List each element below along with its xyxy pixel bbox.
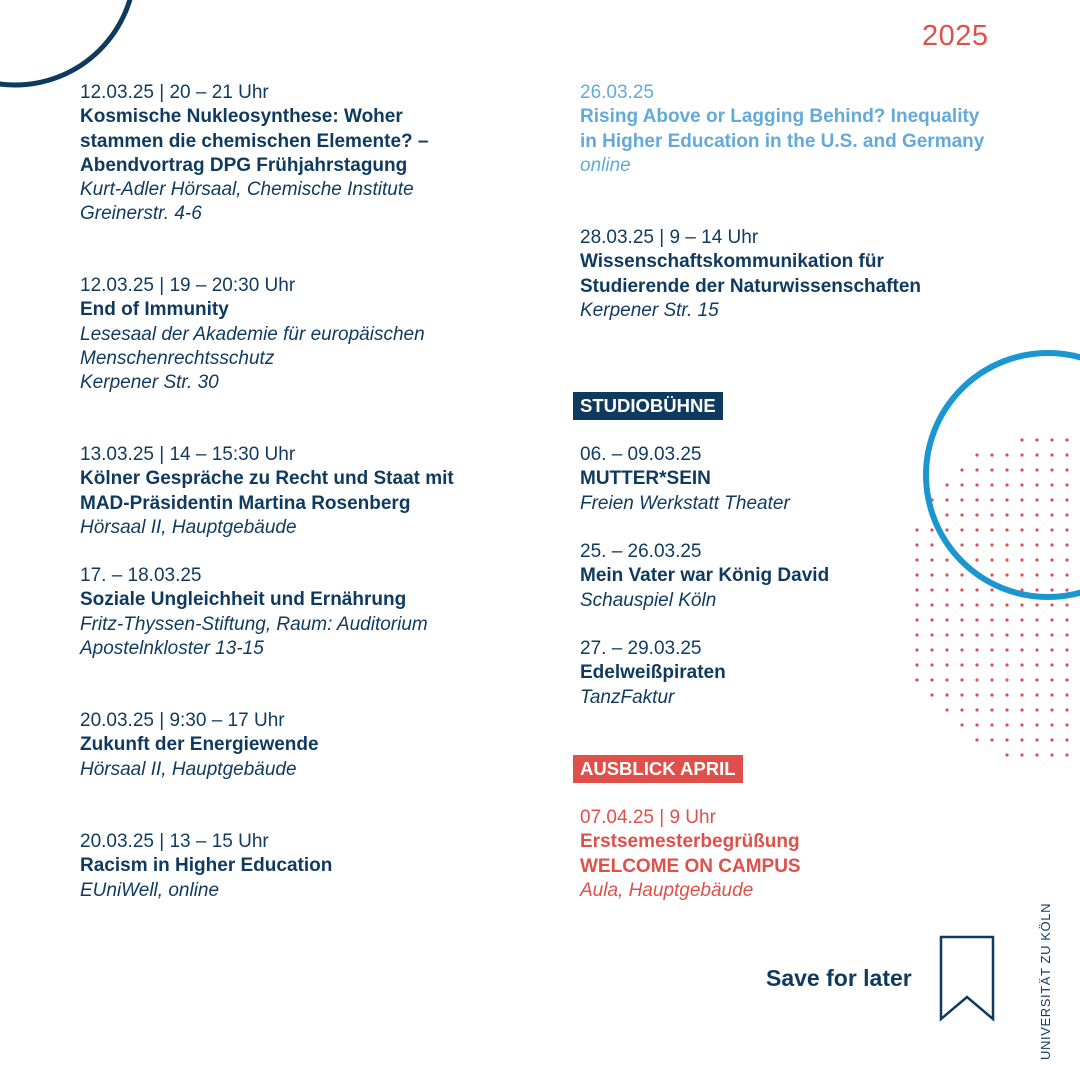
- event-date: 27. – 29.03.25: [580, 638, 702, 659]
- event-title: Mein Vater war König David: [580, 565, 830, 587]
- event-date: 25. – 26.03.25: [580, 541, 702, 562]
- event-right-1: [580, 81, 984, 178]
- event-date: 17. – 18.03.25: [80, 565, 202, 586]
- event-left-2: [80, 274, 425, 395]
- event-date: 26.03.25: [580, 82, 654, 103]
- event-left-4: [80, 564, 428, 661]
- studio-event-3: [580, 637, 726, 710]
- event-title: Zukunft der Energiewende: [80, 734, 319, 756]
- top-left-ring: [0, 0, 135, 85]
- event-location: Hörsaal II, Hauptgebäude: [80, 516, 297, 538]
- event-location: Greinerstr. 4-6: [80, 203, 202, 225]
- year-label: 2025: [922, 20, 989, 52]
- event-date: 06. – 09.03.25: [580, 444, 702, 465]
- event-location: Kerpener Str. 30: [80, 372, 219, 394]
- event-title: MUTTER*SEIN: [580, 468, 711, 490]
- event-title: Racism in Higher Education: [80, 855, 333, 877]
- event-title: Edelweißpiraten: [580, 662, 726, 684]
- event-title: stammen die chemischen Elemente? –: [80, 130, 429, 152]
- event-location: Kerpener Str. 15: [580, 299, 719, 321]
- event-location: EUniWell, online: [80, 879, 220, 901]
- event-date: 13.03.25 | 14 – 15:30 Uhr: [80, 444, 296, 465]
- event-title: End of Immunity: [80, 299, 229, 321]
- event-location: Menschenrechtsschutz: [80, 347, 275, 369]
- event-location: Hörsaal II, Hauptgebäude: [80, 758, 297, 780]
- event-date: 12.03.25 | 20 – 21 Uhr: [80, 82, 269, 103]
- event-title: in Higher Education in the U.S. and Germany: [580, 130, 985, 152]
- bookmark-icon[interactable]: [939, 935, 997, 1025]
- event-left-3: [80, 443, 454, 540]
- event-title: Erstsemesterbegrüßung: [580, 831, 800, 853]
- event-title: Rising Above or Lagging Behind? Inequality: [580, 106, 980, 128]
- event-title: Kosmische Nukleosynthese: Woher: [80, 106, 403, 128]
- save-for-later-label[interactable]: Save for later: [766, 965, 912, 991]
- event-title: Studierende der Naturwissenschaften: [580, 275, 922, 297]
- ausblick-april-tag: AUSBLICK APRIL: [573, 755, 743, 783]
- event-location: Apostelnkloster 13-15: [80, 637, 264, 659]
- event-title: Kölner Gespräche zu Recht und Staat mit: [80, 468, 454, 490]
- event-location: Schauspiel Köln: [580, 589, 717, 611]
- event-location: TanzFaktur: [580, 686, 675, 708]
- event-date: 28.03.25 | 9 – 14 Uhr: [580, 227, 759, 248]
- event-location: Lesesaal der Akademie für europäischen: [80, 323, 425, 345]
- event-location: Kurt-Adler Hörsaal, Chemische Institute: [80, 179, 414, 201]
- event-left-1: [80, 81, 428, 227]
- event-location: online: [580, 154, 631, 176]
- event-location: Fritz-Thyssen-Stiftung, Raum: Auditorium: [80, 613, 428, 635]
- event-title: Soziale Ungleichheit und Ernährung: [80, 589, 407, 611]
- event-date: 20.03.25 | 9:30 – 17 Uhr: [80, 710, 285, 731]
- studiobuehne-tag: STUDIOBÜHNE: [573, 392, 723, 420]
- blue-ring: [926, 353, 1080, 597]
- event-date: 12.03.25 | 19 – 20:30 Uhr: [80, 275, 296, 296]
- event-date: 07.04.25 | 9 Uhr: [580, 807, 716, 828]
- event-date: 20.03.25 | 13 – 15 Uhr: [80, 831, 269, 852]
- outlook-event-1: [580, 806, 801, 903]
- event-left-6: [80, 830, 332, 903]
- event-left-5: [80, 709, 319, 782]
- studio-event-1: [580, 443, 790, 516]
- studio-event-2: [580, 540, 829, 613]
- event-location: Aula, Hauptgebäude: [580, 879, 754, 901]
- event-title: Wissenschaftskommunikation für: [580, 251, 884, 273]
- event-location: Freien Werkstatt Theater: [580, 492, 790, 514]
- university-wordmark: UNIVERSITÄT ZU KÖLN: [1038, 902, 1053, 1060]
- event-title: Abendvortrag DPG Frühjahrstagung: [80, 154, 408, 176]
- event-right-2: [580, 226, 921, 323]
- event-title: WELCOME ON CAMPUS: [580, 855, 801, 877]
- event-title: MAD-Präsidentin Martina Rosenberg: [80, 492, 411, 514]
